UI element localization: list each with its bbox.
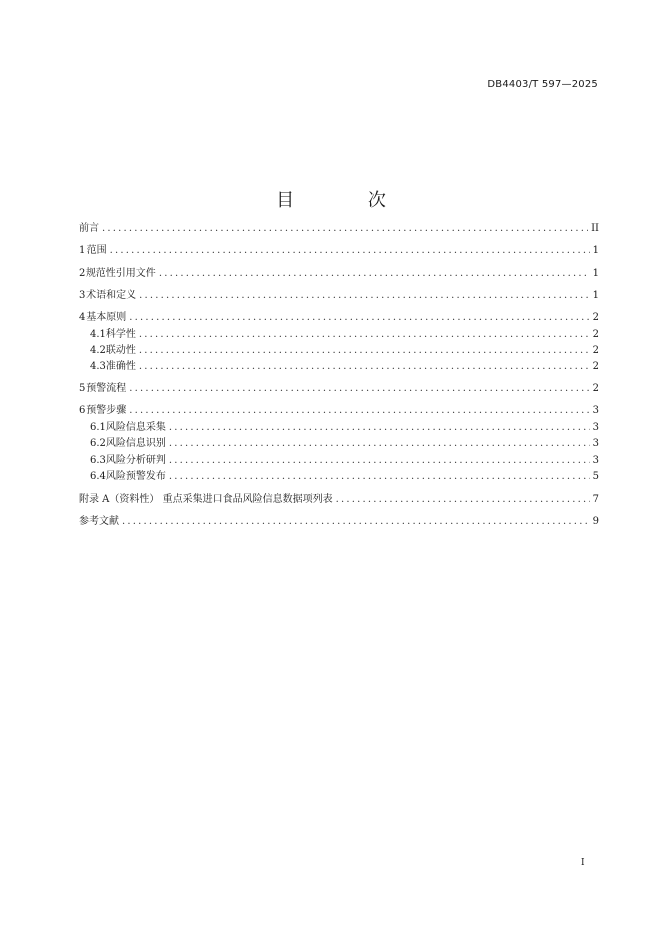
toc-entry-label: 科学性: [105, 329, 136, 340]
dot-leader: [336, 493, 590, 507]
toc-entry[interactable]: [90, 437, 599, 451]
page-title: 目 次: [276, 190, 420, 211]
toc-entry-number: 1: [79, 245, 86, 256]
toc-entry-page: 1: [592, 268, 599, 279]
toc-entry[interactable]: [79, 493, 599, 507]
toc-entry-number: 6.4: [90, 471, 106, 482]
toc-entry-number: 6.1: [90, 422, 106, 433]
dot-leader: [169, 454, 590, 468]
dot-leader: [169, 470, 590, 484]
toc-entry-page: 2: [592, 383, 599, 394]
toc-entry-number: 5: [79, 383, 86, 394]
toc-entry-number: 6: [79, 405, 86, 416]
toc-entry[interactable]: [79, 404, 599, 418]
toc-entry-page: 9: [592, 516, 599, 527]
toc-entry-number: 4.1: [90, 329, 106, 340]
dot-leader: [122, 515, 590, 529]
toc-entry-label: 范围: [86, 245, 107, 256]
toc-entry-label: 附录 A（资料性） 重点采集进口食品风险信息数据项列表: [79, 494, 333, 505]
dot-leader: [169, 421, 590, 435]
dot-leader: [139, 344, 590, 358]
toc-entry-label: 基本原则: [86, 312, 127, 323]
toc-entry-page: 7: [592, 494, 599, 505]
dot-leader: [139, 328, 590, 342]
toc-entry-number: 4.3: [90, 361, 106, 372]
toc-entry[interactable]: [90, 421, 599, 435]
toc-entry-page: 2: [592, 329, 599, 340]
toc-entry-label: 预警步骤: [86, 405, 127, 416]
toc-entry-label: 规范性引用文件: [85, 268, 156, 279]
toc-entry-number: 3: [79, 290, 86, 301]
toc-entry-label: 预警流程: [86, 383, 127, 394]
toc-entry-number: 4.2: [90, 345, 106, 356]
dot-leader: [110, 244, 590, 258]
toc-entry[interactable]: [79, 267, 599, 281]
dot-leader: [169, 437, 590, 451]
toc-entry-page: 3: [592, 455, 599, 466]
toc-entry-page: 2: [592, 312, 599, 323]
toc-entry[interactable]: [79, 311, 599, 325]
toc-entry-page: 3: [592, 405, 599, 416]
toc-entry[interactable]: [90, 360, 599, 374]
toc-entry-page: II: [591, 223, 599, 234]
toc-entry-page: 5: [592, 471, 599, 482]
toc-entry-label: 联动性: [105, 345, 136, 356]
toc-entry-page: 1: [592, 290, 599, 301]
dot-leader: [139, 289, 590, 303]
toc-entry[interactable]: [90, 344, 599, 358]
toc-entry[interactable]: [79, 222, 599, 236]
toc-entry-label: 参考文献: [79, 516, 119, 527]
toc-entry-label: 风险信息采集: [105, 422, 166, 433]
toc-entry-page: 2: [592, 345, 599, 356]
toc-entry-label: 风险信息识别: [105, 438, 166, 449]
toc-entry-number: 4: [79, 312, 86, 323]
page-number: I: [581, 858, 585, 868]
toc-entry-label: 风险分析研判: [105, 455, 166, 466]
dot-leader: [159, 267, 590, 281]
toc-entry[interactable]: [90, 328, 599, 342]
dot-leader: [102, 222, 588, 236]
toc-entry-number: 6.2: [90, 438, 106, 449]
toc-entry[interactable]: [90, 454, 599, 468]
toc-entry-page: 3: [592, 438, 599, 449]
document-code: DB4403/T 597—2025: [487, 79, 598, 90]
toc-entry-label: 前言: [79, 223, 99, 234]
toc-entry[interactable]: [90, 470, 599, 484]
toc-entry-label: 术语和定义: [86, 290, 137, 301]
toc-entry-page: 3: [592, 422, 599, 433]
toc-entry[interactable]: [79, 244, 599, 258]
dot-leader: [129, 311, 589, 325]
dot-leader: [129, 382, 589, 396]
toc-entry[interactable]: [79, 515, 599, 529]
toc-entry-page: 1: [592, 245, 599, 256]
toc-entry[interactable]: [79, 289, 599, 303]
toc-entry-number: 6.3: [90, 455, 106, 466]
dot-leader: [139, 360, 590, 374]
toc-entry-label: 风险预警发布: [105, 471, 166, 482]
toc-entry[interactable]: [79, 382, 599, 396]
toc-entry-page: 2: [592, 361, 599, 372]
toc-entry-number: 2: [79, 268, 86, 279]
toc-entry-label: 准确性: [105, 361, 136, 372]
dot-leader: [129, 404, 589, 418]
